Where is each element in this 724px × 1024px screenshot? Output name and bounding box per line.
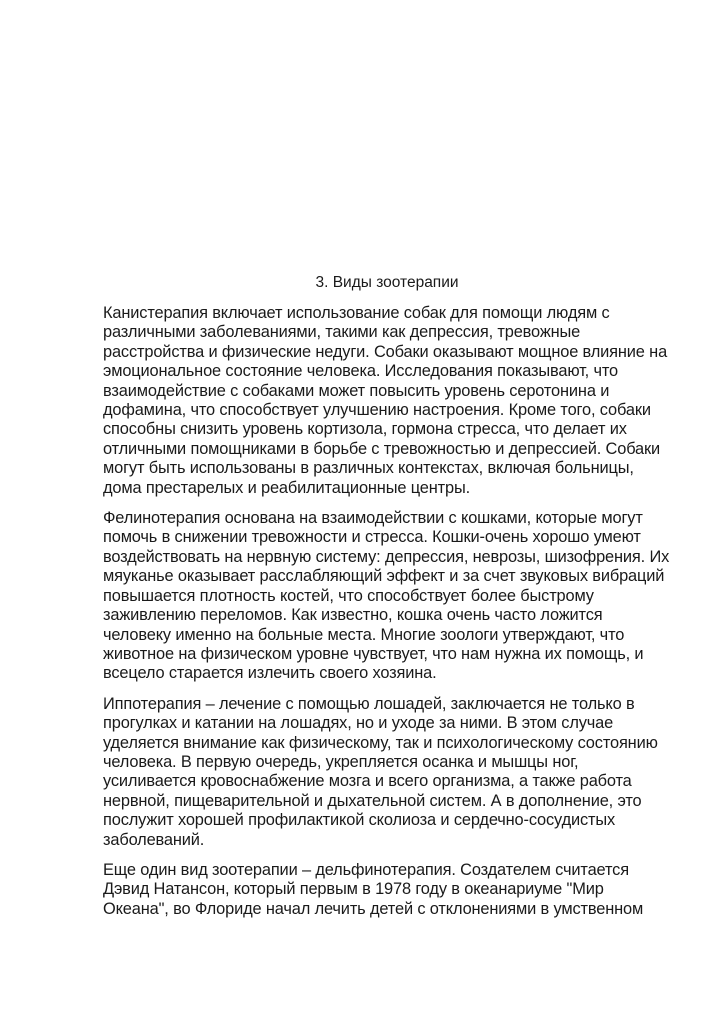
paragraph-felinotherapy: Фелинотерапия основана на взаимодействии с кошками, которые могут помочь в снижении тревожности и стресса. Кошки-очень хорошо умеют воздействовать на нервную систему: депрессия, неврозы, шизофрения. Их мяуканье оказывает расслабляющий эффект и за счет звуковых вибраций повышается плотность костей, что способствует более быстрому заживлению переломов. Как известно, кошка очень часто ложится человеку именно на больные места. Многие зоологи утверждают, что животное на физическом уровне чувствует, что нам нужна их помощь, и всецело старается излечить своего хозяина. xyxy=(103,509,670,683)
section-title: 3. Виды зоотерапии xyxy=(315,274,459,291)
paragraph-dolphin-therapy: Еще один вид зоотерапии – дельфинотерапия. Создателем считается Дэвид Натансон, который первым в 1978 году в океанариуме "Мир Океана", во Флориде начал лечить детей с отклонениями в умственном xyxy=(103,860,644,918)
paragraph-hippotherapy: Иппотерапия – лечение с помощью лошадей, заключается не только в прогулках и катании на лошадях, но и уходе за ними. В этом случае уделяется внимание как физическому, так и психологическому состоянию человека. В первую очередь, укрепляется осанка и мышцы ног, усиливается кровоснабжение мозга и всего организма, а также работа нервной, пищеварительной и дыхательной систем. А в дополнение, это послужит хорошей профилактикой сколиоза и сердечно-сосудистых заболеваний. xyxy=(103,694,658,849)
document-content xyxy=(103,273,671,930)
paragraph-canistherapy: Канистерапия включает использование собак для помощи людям с различными заболеваниями, такими как депрессия, тревожные расстройства и физические недуги. Собаки оказывают мощное влияние на эмоциональное состояние человека. Исследования показывают, что взаимодействие с собаками может повысить уровень серотонина и дофамина, что способствует улучшению настроения. Кроме того, собаки способны снизить уровень кортизола, гормона стресса, что делает их отличными помощниками в борьбе с тревожностью и депрессией. Собаки могут быть использованы в различных контекстах, включая больницы, дома престарелых и реабилитационные центры. xyxy=(103,304,668,497)
